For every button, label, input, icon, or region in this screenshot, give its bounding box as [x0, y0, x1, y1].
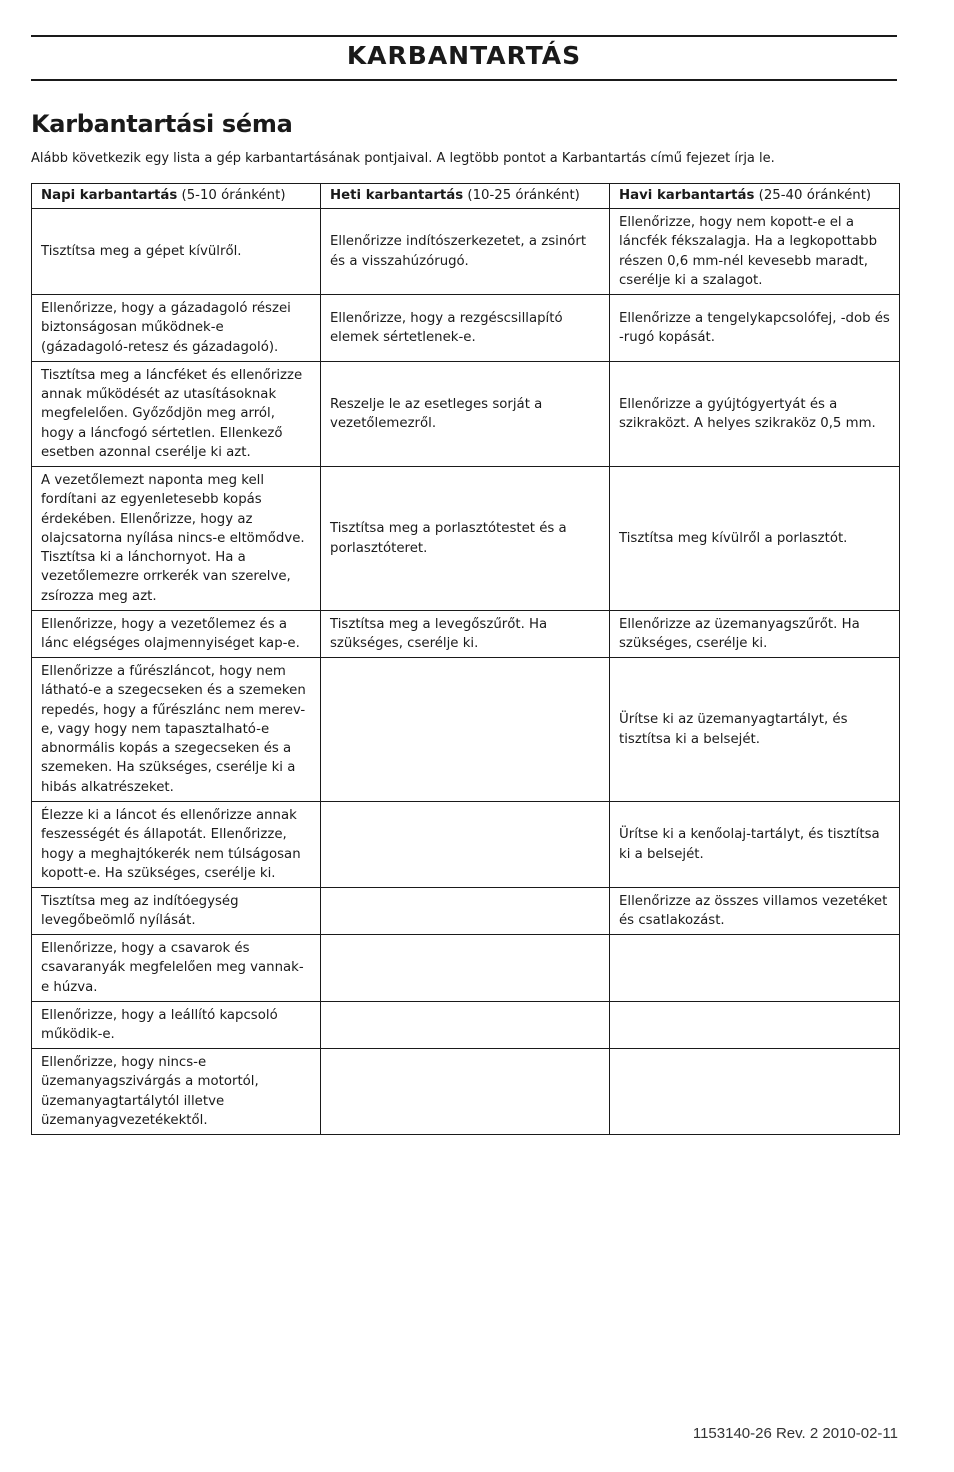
table-row: [32, 1002, 900, 1049]
monthly-task: Ellenőrizze a tengelykapcsolófej, -dob és -rugó kopását.: [610, 295, 900, 362]
daily-task: Ellenőrizze a fűrészláncot, hogy nem látható-e a szegecseken és a szemeken repedés, hogy a fűrészlánc nem merev-e, vagy hogy nem tapasztalható-e abnormális kopás a szegecseken és a szemeken. Ha szükséges, cserélje ki a hibás alkatrészeket.: [32, 658, 321, 802]
monthly-task: Ellenőrizze az összes villamos vezetéket és csatlakozást.: [610, 888, 900, 935]
monthly-task: Ellenőrizze a gyújtógyertyát és a szikraközt. A helyes szikraköz 0,5 mm.: [610, 362, 900, 467]
header-weekly: [321, 184, 610, 209]
header-weekly-title: Heti karbantartás: [330, 188, 464, 204]
daily-task: Tisztítsa meg a gépet kívülről.: [32, 209, 321, 295]
document-id: 1153140-26 Rev. 2 2010-02-11: [692, 1425, 898, 1442]
weekly-task: [321, 888, 610, 935]
weekly-task: [321, 802, 610, 888]
daily-task: Ellenőrizze, hogy nincs-e üzemanyagszivárgás a motortól, üzemanyagtartálytól illetve üzemanyagvezetékektől.: [32, 1049, 321, 1135]
header-daily: [32, 184, 321, 209]
weekly-task: [321, 935, 610, 1002]
header-rule-top: [31, 35, 897, 37]
daily-task: Tisztítsa meg a láncféket és ellenőrizze annak működését az utasításoknak megfelelően. Győződjön meg arról, hogy a láncfogó sértetlen. Ellenkező esetben azonnal cserélje ki azt.: [32, 362, 321, 467]
intro-text: Alább következik egy lista a gép karbantartásának pontjaival. A legtöbb pontot a Karbantartás című fejezet írja le.: [31, 151, 775, 166]
table-row: [32, 295, 900, 362]
monthly-task: Ürítse ki az üzemanyagtartályt, és tisztítsa ki a belsejét.: [610, 658, 900, 802]
weekly-task: Tisztítsa meg a levegőszűrőt. Ha szükséges, cserélje ki.: [321, 611, 610, 658]
daily-task: Ellenőrizze, hogy a leállító kapcsoló működik-e.: [32, 1002, 321, 1049]
monthly-task: Ellenőrizze az üzemanyagszűrőt. Ha szükséges, cserélje ki.: [610, 611, 900, 658]
daily-task: Tisztítsa meg az indítóegység levegőbeömlő nyílását.: [32, 888, 321, 935]
monthly-task: [610, 935, 900, 1002]
monthly-task: Ellenőrizze, hogy nem kopott-e el a láncfék fékszalagja. Ha a legkopottabb részen 0,6 mm-nél kevesebb maradt, cserélje ki a szalagot.: [610, 209, 900, 295]
daily-task: Ellenőrizze, hogy a gázadagoló részei biztonságosan működnek-e (gázadagoló-retesz és gázadagoló).: [32, 295, 321, 362]
weekly-task: Tisztítsa meg a porlasztótestet és a porlasztóteret.: [321, 467, 610, 611]
weekly-task: [321, 1002, 610, 1049]
daily-task: Élezze ki a láncot és ellenőrizze annak feszességét és állapotát. Ellenőrizze, hogy a meghajtókerék nem túlságosan kopott-e. Ha szükséges, cserélje ki.: [32, 802, 321, 888]
table-row: [32, 362, 900, 467]
table-row: [32, 611, 900, 658]
header-daily-title: Napi karbantartás: [41, 188, 178, 204]
table-row: [32, 888, 900, 935]
maintenance-schedule-table: [31, 183, 900, 1135]
header-monthly-interval: (25-40 óránként): [754, 188, 872, 204]
header-rule-bottom: [31, 79, 897, 81]
monthly-task: Ürítse ki a kenőolaj-tartályt, és tisztítsa ki a belsejét.: [610, 802, 900, 888]
weekly-task: Ellenőrizze indítószerkezetet, a zsinórt és a visszahúzórugó.: [321, 209, 610, 295]
weekly-task: Reszelje le az esetleges sorját a vezetőlemezről.: [321, 362, 610, 467]
monthly-task: [610, 1049, 900, 1135]
table-row: [32, 209, 900, 295]
table-row: [32, 467, 900, 611]
header-daily-interval: (5-10 óránként): [177, 188, 286, 204]
monthly-task: [610, 1002, 900, 1049]
header-weekly-interval: (10-25 óránként): [463, 188, 580, 204]
weekly-task: [321, 658, 610, 802]
weekly-task: Ellenőrizze, hogy a rezgéscsillapító elemek sértetlenek-e.: [321, 295, 610, 362]
daily-task: Ellenőrizze, hogy a vezetőlemez és a lánc elégséges olajmennyiséget kap-e.: [32, 611, 321, 658]
table-row: [32, 935, 900, 1002]
table-header-row: [32, 184, 900, 209]
chapter-title: KARBANTARTÁS: [346, 41, 582, 70]
header-monthly: [610, 184, 900, 209]
header-monthly-title: Havi karbantartás: [619, 188, 755, 204]
daily-task: A vezetőlemezt naponta meg kell fordítani az egyenletesebb kopás érdekében. Ellenőrizze, hogy az olajcsatorna nyílása nincs-e eltömődve. Tisztítsa ki a lánchornyot. Ha a vezetőlemezre orrkerék van szerelve, zsírozza meg azt.: [32, 467, 321, 611]
weekly-task: [321, 1049, 610, 1135]
table-row: [32, 1049, 900, 1135]
table-row: [32, 802, 900, 888]
section-title: Karbantartási séma: [31, 110, 293, 138]
monthly-task: Tisztítsa meg kívülről a porlasztót.: [610, 467, 900, 611]
daily-task: Ellenőrizze, hogy a csavarok és csavaranyák megfelelően meg vannak-e húzva.: [32, 935, 321, 1002]
table-row: [32, 658, 900, 802]
